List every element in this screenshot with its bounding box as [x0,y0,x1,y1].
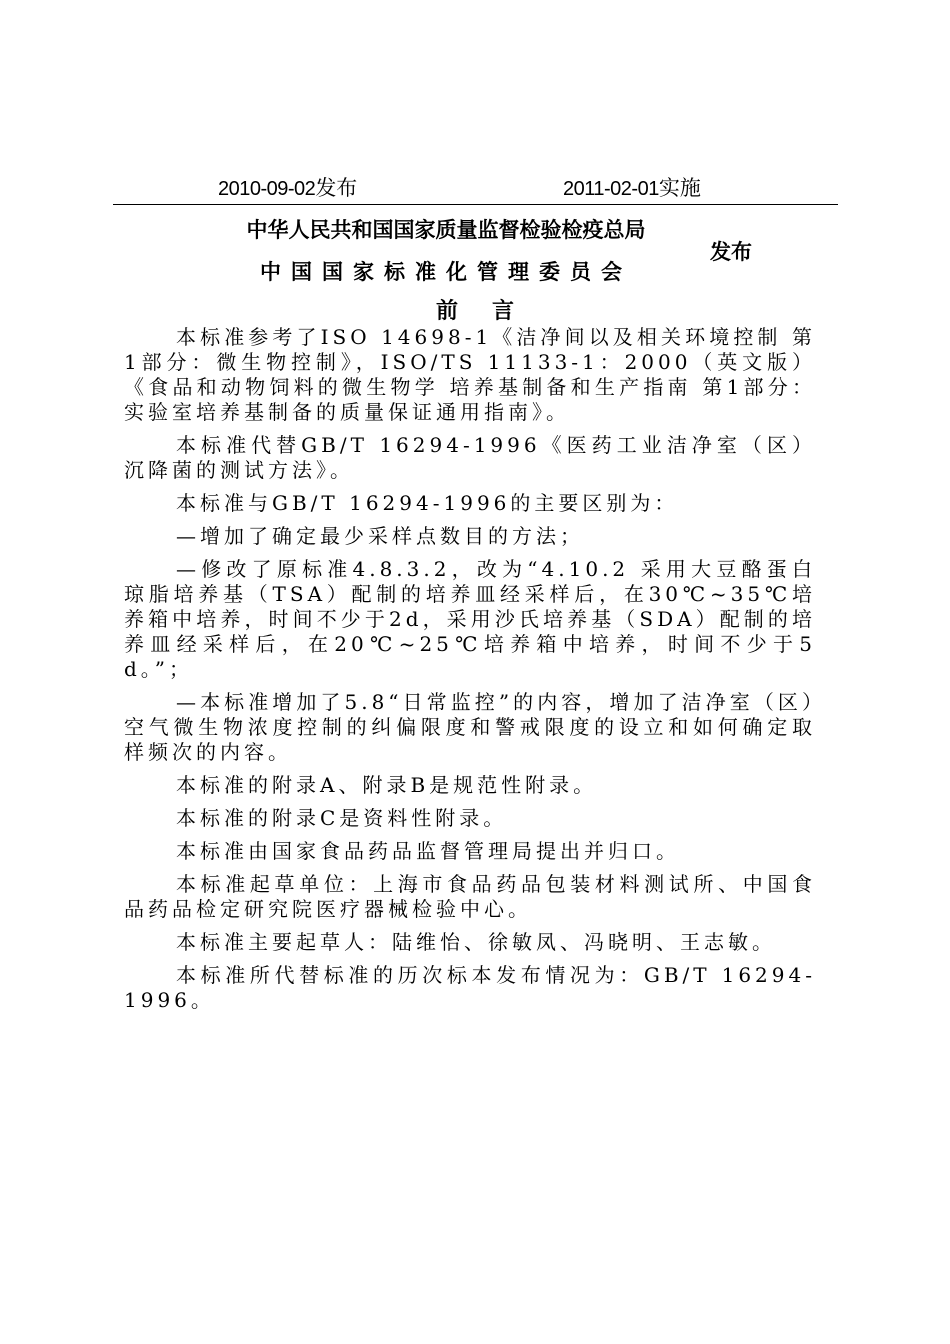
foreword-paragraph: 本标准与GB/T 16294-1996的主要区别为： [176,491,679,515]
foreword-paragraph: 本标准代替GB/T 16294-1996《医药工业洁净室（区）沉降菌的测试方法》。 [124,433,816,482]
publish-date-block [218,172,357,202]
foreword-paragraph: —修改了原标准4.8.3.2，改为“4.10.2 采用大豆酪蛋白琼脂培养基（TSA）配制的培养皿经采样后，在30℃~35℃培养箱中培养，时间不少于2d，采用沙氏培养基（SDA）配制的培养皿经采样后，在20℃~25℃培养箱中培养，时间不少于5d。”； [124,557,816,681]
foreword-paragraph: —本标准增加了5.8“日常监控”的内容，增加了洁净室（区）空气微生物浓度控制的纠偏限度和警戒限度的设立和如何确定取样频次的内容。 [124,690,816,764]
issuer-line-2: 中国国家标准化管理委员会 [260,259,632,284]
foreword-paragraph: 本标准起草单位：上海市食品药品包装材料测试所、中国食品药品检定研究院医疗器械检验中心。 [124,872,816,921]
foreword-body [124,325,816,1021]
issued-label: 发布 [710,239,752,264]
implement-date-block [563,172,701,202]
header-divider [113,204,838,205]
foreword-title: 前言 [435,298,548,324]
date-line [0,172,950,202]
foreword-paragraph: 本标准的附录C是资料性附录。 [176,806,508,830]
publish-date: 2010-09-02 [218,178,316,200]
foreword-paragraph: 本标准所代替标准的历次标本发布情况为：GB/T 16294-1996。 [124,963,816,1012]
publish-label: 发布 [315,176,358,200]
foreword-paragraph: —增加了确定最少采样点数目的方法； [176,524,584,548]
foreword-paragraph: 本标准参考了ISO 14698-1《洁净间以及相关环境控制 第1部分：微生物控制》，ISO/TS 11133-1：2000（英文版）《食品和动物饲料的微生物学 培养基制备和生产指南 第1部分：实验室培养基制备的质量保证通用指南》。 [124,325,816,424]
foreword-paragraph: 本标准的附录A、附录B是规范性附录。 [176,773,598,797]
issuer-line-1: 中华人民共和国国家质量监督检验检疫总局 [246,217,646,242]
foreword-paragraph: 本标准主要起草人：陆维怡、徐敏凤、冯晓明、王志敏。 [176,930,776,954]
foreword-paragraph: 本标准由国家食品药品监督管理局提出并归口。 [176,839,680,863]
implement-label: 实施 [658,176,701,200]
implement-date: 2011-02-01 [563,178,659,200]
